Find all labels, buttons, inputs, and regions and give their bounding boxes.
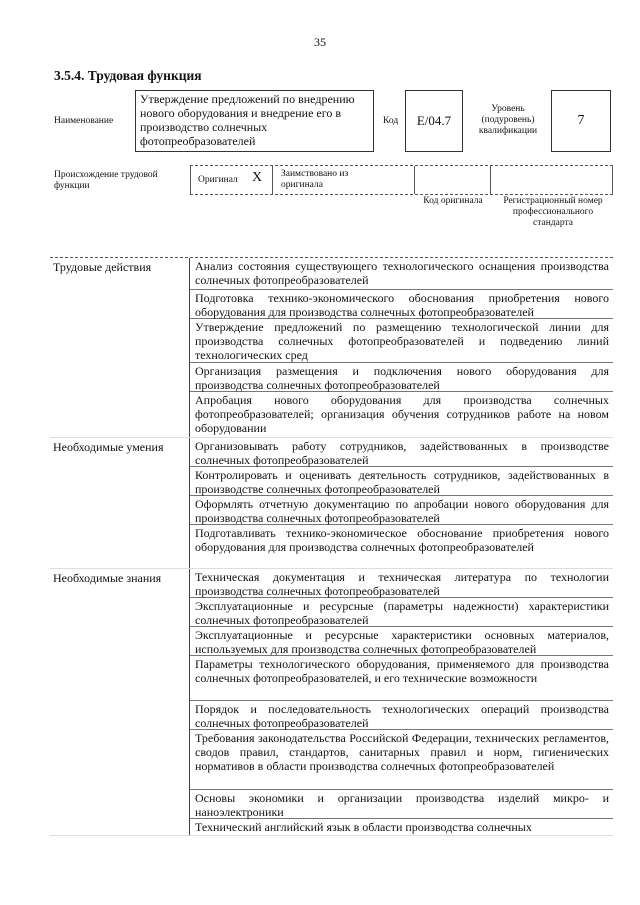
registration-number-caption: Регистрационный номер профессионального стандарта — [503, 196, 603, 228]
list-item: Контролировать и оценивать деятельность сотрудников, задействованных в производстве солнечных фотопреобразователей — [190, 467, 613, 496]
list-item: Анализ состояния существующего технологического оснащения производства солнечных фотопреобразователей — [190, 258, 613, 290]
section-title: 3.5.4. Трудовая функция — [54, 68, 202, 83]
list-item: Эксплуатационные и ресурсные характеристики основных материалов, используемых для производства солнечных фотопреобразователей — [190, 627, 613, 656]
group-label: Необходимые умения — [50, 438, 190, 568]
list-item: Требования законодательства Российской Федерации, технических регламентов, сводов правил, стандартов, санитарных правил и норм, гигиенических нормативов в области производства солнечных фотопреобразователей — [190, 730, 613, 790]
borrowed-label: Заимствовано из оригинала — [281, 169, 349, 190]
original-mark: X — [252, 170, 263, 185]
list-item: Оформлять отчетную документацию по апробации нового оборудования для производства солнечных фотопреобразователей — [190, 496, 613, 525]
list-item: Техническая документация и техническая литература по технологии производства солнечных фотопреобразователей — [190, 569, 613, 598]
list-item: Основы экономики и организации производства изделий микро- и наноэлектроники — [190, 790, 613, 819]
level-label: Уровень (подуровень) квалификации — [478, 104, 538, 136]
page-number: 35 — [314, 35, 326, 49]
list-item: Эксплуатационные и ресурсные (параметры надежности) характеристики солнечных фотопреобразователей — [190, 598, 613, 627]
function-name-value: Утверждение предложений по внедрению нового оборудования и внедрение его в производство солнечных фотопреобразователей — [135, 90, 374, 152]
list-item: Технический английский язык в области производства солнечных — [195, 820, 532, 834]
list-item: Организовывать работу сотрудников, задействованных в производстве солнечных фотопреобразователей — [190, 438, 613, 467]
group-label: Необходимые знания — [50, 569, 190, 835]
list-item: Утверждение предложений по размещению технологической линии для производства солнечных фотопреобразователей и подведению линий технологических сред — [190, 319, 613, 363]
code-original-caption: Код оригинала — [423, 196, 483, 206]
list-item: Порядок и последовательность технологических операций производства солнечных фотопреобразователей — [190, 701, 613, 730]
list-item: Организация размещения и подключения нового оборудования для производства солнечных фотопреобразователей — [190, 363, 613, 392]
group-required-knowledge — [50, 569, 613, 836]
code-label: Код — [383, 116, 399, 126]
code-value: E/04.7 — [405, 90, 463, 152]
origin-label: Происхождение трудовой функции — [54, 170, 158, 191]
group-required-skills — [50, 438, 613, 569]
name-label: Наименование — [54, 116, 114, 126]
list-item: Параметры технологического оборудования, применяемого для производства солнечных фотопреобразователей, и его технические возможности — [190, 656, 613, 701]
level-value: 7 — [551, 90, 611, 152]
group-labor-actions — [50, 258, 613, 438]
list-item: Подготовка технико-экономического обоснования приобретения нового оборудования для производства солнечных фотопреобразователей — [190, 290, 613, 319]
function-details-table — [50, 257, 613, 836]
original-label: Оригинал — [198, 175, 238, 185]
list-item: Подготавливать технико-экономическое обоснование приобретения нового оборудования для производства солнечных фотопреобразователей — [195, 526, 609, 554]
list-item: Апробация нового оборудования для производства солнечных фотопреобразователей; организация обучения сотрудников работе на новом оборудовании — [195, 393, 609, 435]
group-label: Трудовые действия — [50, 258, 190, 437]
